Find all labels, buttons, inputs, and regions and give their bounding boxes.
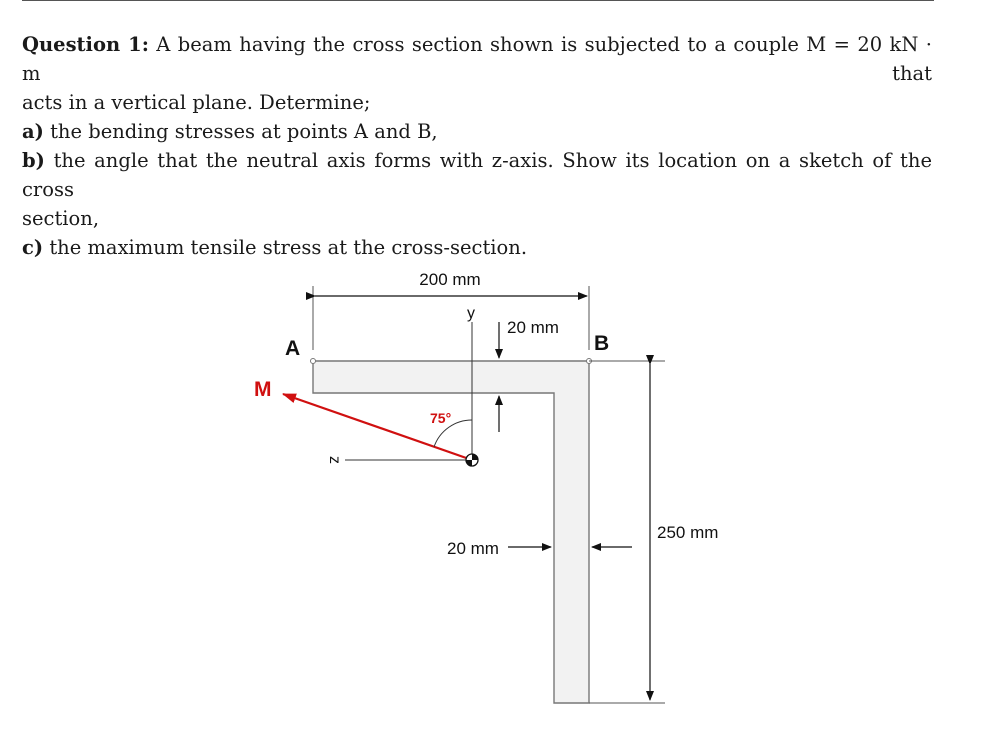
part-a-label: a) (22, 120, 44, 143)
part-b-continued: section, (22, 207, 100, 230)
point-b-label: B (594, 332, 610, 355)
part-c-text: the maximum tensile stress at the cross-section. (49, 236, 528, 259)
point-a-label: A (285, 337, 301, 360)
height-dimension-label: 250 mm (657, 523, 719, 542)
centroid-icon (466, 454, 478, 466)
y-axis-label: y (467, 305, 475, 322)
moment-vector-arrow (283, 394, 472, 460)
question-label: Question 1: (22, 33, 149, 56)
question-line-2: acts in a vertical plane. Determine; (22, 91, 371, 114)
width-dimension-label: 200 mm (419, 270, 481, 289)
question-intro-end: that (40, 62, 932, 85)
part-a-text: the bending stresses at points A and B, (50, 120, 438, 143)
equals-sign: = (826, 33, 858, 56)
moment-label: M (254, 378, 272, 401)
part-c-label: c) (22, 236, 44, 259)
part-b-text: the angle that the neutral axis forms with z-axis. Show its location on a sketch of the cross (22, 149, 932, 201)
web-thickness-label: 20 mm (447, 539, 499, 558)
flange-thickness-label: 20 mm (507, 318, 559, 337)
point-a-marker (311, 359, 316, 364)
moment-value: 20 kN · m (22, 33, 932, 85)
part-b-label: b) (22, 149, 45, 172)
angle-label: 75° (430, 410, 452, 426)
question-intro: A beam having the cross section shown is subjected to a couple M (156, 33, 827, 56)
z-axis-label: z (326, 456, 343, 464)
